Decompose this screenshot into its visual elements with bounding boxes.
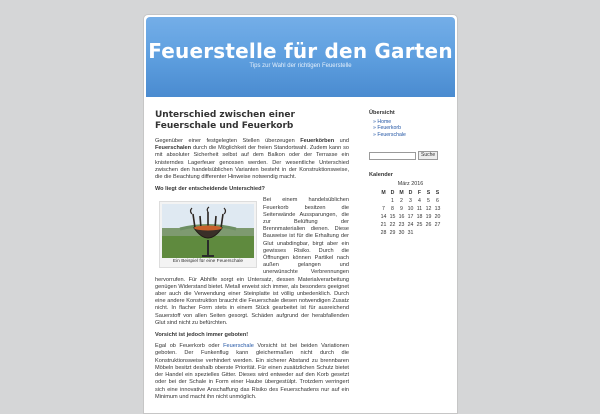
calendar-day: 15 bbox=[389, 214, 396, 221]
calendar-day: 8 bbox=[391, 206, 394, 213]
calendar-day: 9 bbox=[400, 206, 403, 213]
calendar-weekday-row bbox=[379, 190, 442, 198]
overview-heading: Übersicht bbox=[369, 110, 395, 116]
intro-text-3: durch die Möglichkeit der freien Standortwahl. Zudem kann so mit absoluter Sicherheit selbst auf dem Balkon oder der Terrasse ein knisterndes Lagerfeuer genossen werden. Der wesentliche Unterschied zwischen den handelsüblichen Varianten besteht in der Konstruktionsweise, die die Beachtung differenter Hinweise notwendig macht. bbox=[155, 145, 349, 181]
calendar-day: 3 bbox=[409, 198, 412, 205]
calendar-day: 22 bbox=[389, 222, 396, 229]
calendar-day: 11 bbox=[416, 206, 423, 213]
calendar-week bbox=[379, 222, 442, 230]
calendar-day bbox=[379, 198, 388, 206]
sidebar-link-home[interactable]: » Home bbox=[373, 119, 451, 126]
feuerschale-link[interactable]: Feuerschale bbox=[223, 343, 254, 350]
main-content bbox=[155, 110, 349, 406]
search-input[interactable] bbox=[369, 152, 416, 160]
calendar-day bbox=[433, 230, 442, 238]
weekday-tue: D bbox=[390, 190, 395, 197]
sidebar bbox=[369, 110, 451, 238]
calendar-caption: März 2016 bbox=[397, 180, 424, 187]
calendar-day: 4 bbox=[418, 198, 421, 205]
search-button[interactable]: Suche bbox=[418, 151, 438, 160]
page-container bbox=[143, 14, 458, 414]
calendar-week bbox=[379, 206, 442, 214]
fire-bowl-image bbox=[162, 204, 254, 258]
search-form bbox=[369, 151, 451, 160]
weekday-fri: F bbox=[417, 190, 422, 197]
blog-description: Tips zur Wahl der richtigen Feuerstelle bbox=[249, 63, 352, 69]
calendar-day: 26 bbox=[425, 222, 432, 229]
calendar-day: 12 bbox=[425, 206, 432, 213]
calendar-day: 27 bbox=[434, 222, 441, 229]
blog-title[interactable]: Feuerstelle für den Garten bbox=[148, 39, 453, 63]
calendar-heading: Kalender bbox=[369, 172, 393, 179]
site-header bbox=[146, 17, 455, 97]
calendar bbox=[379, 181, 442, 238]
weekday-sun: S bbox=[435, 190, 440, 197]
calendar-day: 14 bbox=[380, 214, 387, 221]
intro-bold-feuerkoerben: Feuerkörben bbox=[300, 138, 335, 144]
subheading-caution: Vorsicht ist jedoch immer geboten! bbox=[155, 332, 249, 339]
calendar-day: 6 bbox=[436, 198, 439, 205]
calendar-day: 7 bbox=[382, 206, 385, 213]
calendar-day: 30 bbox=[398, 230, 405, 237]
calendar-day: 13 bbox=[434, 206, 441, 213]
calendar-day: 28 bbox=[380, 230, 387, 237]
intro-text-1: Gegenüber einer festgelegten Stellen überzeugen bbox=[155, 138, 301, 144]
calendar-day: 25 bbox=[416, 222, 423, 229]
overview-links bbox=[373, 119, 451, 139]
post-title[interactable]: Unterschied zwischen einer Feuerschale und Feuerkorb bbox=[155, 110, 295, 131]
calendar-day: 5 bbox=[427, 198, 430, 205]
fire-bowl-figure bbox=[159, 201, 257, 268]
calendar-day bbox=[424, 230, 433, 238]
intro-paragraph bbox=[155, 138, 349, 181]
calendar-day bbox=[415, 230, 424, 238]
caution-text-2: Vorsicht ist bei beiden Variationen geboten. Der Funkenflug kann gleichermaßen nicht durch die Konstruktionsweise verhindert werden. Ein sicherer Abstand zu brennbaren Möbeln besitzt deshalb oberste Priorität. Für einen zusätzlichen Schutz bietet der Handel ein spezielles Gitter. Dieses wird entweder auf den Korb gesetzt oder bei der Schale in Form einer Haube übergestülpt. Trotzdem verringert sich eine innovative Anschaffung das Risiko des Feuerschadens nur auf ein Minimum und macht ihn nicht unmöglich. bbox=[155, 343, 349, 400]
sidebar-link-feuerschale[interactable]: » Feuerschale bbox=[373, 132, 451, 139]
calendar-day: 21 bbox=[380, 222, 387, 229]
calendar-day: 16 bbox=[398, 214, 405, 221]
sidebar-link-feuerkorb[interactable]: » Feuerkorb bbox=[373, 125, 451, 132]
caution-text-1: Egal ob Feuerkorb oder bbox=[155, 343, 224, 350]
calendar-week bbox=[379, 230, 442, 238]
calendar-day: 23 bbox=[398, 222, 405, 229]
weekday-mon: M bbox=[381, 190, 386, 197]
paragraph-caution bbox=[155, 343, 349, 401]
calendar-day: 31 bbox=[407, 230, 414, 237]
subheading-difference: Wo liegt der entscheidende Unterschied? bbox=[155, 186, 265, 193]
intro-bold-feuerschalen: Feuerschalen bbox=[155, 145, 192, 152]
calendar-day: 19 bbox=[425, 214, 432, 221]
calendar-week bbox=[379, 198, 442, 206]
calendar-day: 10 bbox=[407, 206, 414, 213]
weekday-sat: S bbox=[426, 190, 431, 197]
figure-caption: Ein Beispiel für eine Feuerschale bbox=[172, 259, 244, 265]
calendar-day: 20 bbox=[434, 214, 441, 221]
calendar-day: 29 bbox=[389, 230, 396, 237]
weekday-thu: D bbox=[408, 190, 413, 197]
calendar-day: 2 bbox=[400, 198, 403, 205]
calendar-day: 17 bbox=[407, 214, 414, 221]
calendar-day: 18 bbox=[416, 214, 423, 221]
weekday-wed: M bbox=[399, 190, 404, 197]
calendar-day: 1 bbox=[391, 198, 394, 205]
calendar-day: 24 bbox=[407, 222, 414, 229]
intro-text-2: und bbox=[334, 138, 349, 144]
calendar-week bbox=[379, 214, 442, 222]
paragraph-construction: Bei einem handelsüblichen Feuerkorb besitzen die Seitenwände Aussparungen, die zur Belüftung der Brennmaterialien dienen. Diese Bauweise ist für die Erhaltung der Glut unabdingbar, birgt aber ein gewisses Risiko. Durch die Öffnungen können Partikel nach außen gelangen und unerwünschte Verbrennungen hervorrufen. Für Abhilfe sorgt ein Untersatz, dessen Materialverarbeitung genügen Widerstand bietet. Metall erweist sich immer, als besonders geeignet aber auch die Verwendung einer Steinplatte ist völlig unbedenklich. Durch eine andere Konstruktion braucht die Feuerschale diesen notwendigen Zusatz nicht. In flacher Form stets in einem Stück gearbeitet ist für ausreichend Sauerstoff von allen Seiten gesorgt. Schäden aufgrund der herabfallenden Glut sind nicht zu befürchten. bbox=[155, 197, 349, 326]
